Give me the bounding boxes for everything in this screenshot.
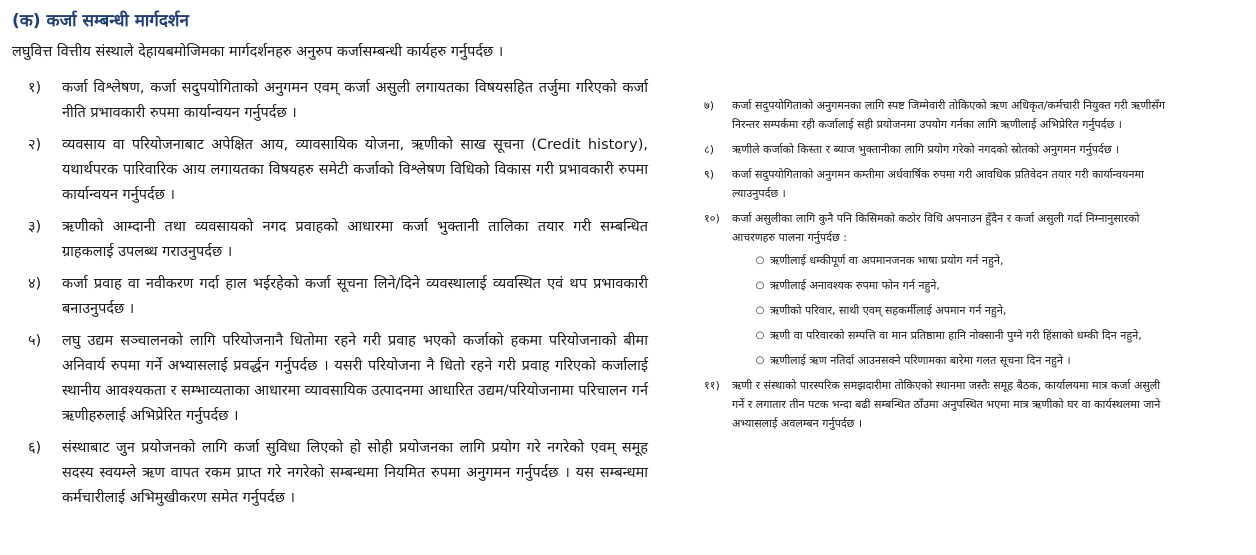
- item-number: ११): [704, 379, 720, 392]
- sub-item-text: ऋणीलाई धम्कीपूर्ण वा अपमानजनक भाषा प्रयोग गर्न नहुने,: [770, 254, 1004, 267]
- guideline-item-4: [28, 272, 648, 322]
- item-text: संस्थाबाट जुन प्रयोजनको लागि कर्जा सुविधा लिएको हो सोही प्रयोजनका लागि प्रयोग गरे नगरेको एवम् समूह सदस्य स्वयम्ले ऋण वापत रकम प्राप्त गरे नगरेको सम्बन्धमा नियमित रुपमा अनुगमन गर्नुपर्दछ । यस सम्बन्धमा कर्मचारीलाई अभिमुखीकरण समेत गर्नुपर्दछ ।: [62, 440, 648, 506]
- guideline-item-11: [704, 376, 1174, 433]
- item-text: कर्जा प्रवाह वा नवीकरण गर्दा हाल भईरहेको कर्जा सूचना लिने/दिने व्यवस्थालाई व्यवस्थित एवं थप प्रभावकारी बनाउनुपर्दछ ।: [62, 276, 648, 317]
- item-text: लघु उद्यम सञ्चालनको लागि परियोजनानै धितोमा रहने गरी प्रवाह भएको कर्जाको हकमा परियोजनाको बीमा अनिवार्य रुपमा गर्ने अभ्यासलाई प्रवर्द्धन गर्नुपर्दछ । यसरी परियोजना नै धितो रहने गरी प्रवाह गरिएको कर्जालाई स्थानीय आवश्यकता र सम्भाव्यताका आधारमा व्यावसायिक उत्पादनमा आधारित उद्यम/परियोजनामा परिचालन गर्न ऋणीहरुलाई अभिप्रेरित गर्नुपर्दछ ।: [62, 333, 648, 424]
- guideline-item-2: [28, 133, 648, 208]
- sub-item: [750, 276, 1174, 295]
- circle-bullet-icon: ○: [755, 280, 765, 291]
- item-text: कर्जा सदुपयोगिताको अनुगमन कम्तीमा अर्धवार्षिक रुपमा गरी आवधिक प्रतिवेदन तयार गरी कार्यान्वयनमा ल्याउनुपर्दछ ।: [732, 168, 1144, 200]
- conduct-sublist: [750, 251, 1174, 370]
- sub-item: [750, 251, 1174, 270]
- item-number: २): [28, 137, 42, 153]
- circle-bullet-icon: ○: [755, 255, 765, 266]
- guideline-item-7: [704, 96, 1174, 134]
- item-number: ५): [28, 333, 42, 349]
- guideline-item-8: [704, 140, 1174, 159]
- guideline-item-5: [28, 329, 648, 429]
- sub-item: [750, 351, 1174, 370]
- section-heading: (क) कर्जा सम्बन्धी मार्गदर्शन: [12, 11, 189, 31]
- item-text: कर्जा असुलीका लागि कुनै पनि किसिमको कठोर विधि अपनाउन हुँदैन र कर्जा असुली गर्दा निम्नानुसारको आचरणहरु पालना गर्नुपर्दछ :: [732, 212, 1140, 244]
- guideline-item-10: [704, 209, 1174, 370]
- guideline-item-1: [28, 76, 648, 126]
- item-number: ७): [704, 99, 715, 112]
- item-text: व्यवसाय वा परियोजनाबाट अपेक्षित आय, व्यावसायिक योजना, ऋणीको साख सूचना (Credit history), यथार्थपरक पारिवारिक आय लगायतका विषयहरु समेटी कर्जाको विश्लेषण विधिको विकास गरी प्रभावकारी रुपमा कार्यान्वयन गर्नुपर्दछ ।: [62, 137, 648, 203]
- sub-item-text: ऋणीलाई अनावश्यक रुपमा फोन गर्न नहुने,: [770, 279, 940, 292]
- right-guideline-list: [704, 96, 1174, 433]
- item-number: १०): [704, 212, 720, 225]
- sub-item: [750, 301, 1174, 320]
- circle-bullet-icon: ○: [755, 330, 765, 341]
- item-text: ऋणीको आम्दानी तथा व्यवसायको नगद प्रवाहको आधारमा कर्जा भुक्तानी तालिका तयार गरी सम्बन्धित ग्राहकलाई उपलब्ध गराउनुपर्दछ ।: [62, 219, 648, 260]
- left-guideline-list: [28, 76, 648, 511]
- sub-item-text: ऋणी वा परिवारको सम्पत्ति वा मान प्रतिष्ठामा हानि नोक्सानी पुग्ने गरी हिंसाको धम्की दिन नहुने,: [770, 329, 1142, 342]
- item-number: १): [28, 80, 42, 96]
- guideline-item-6: [28, 436, 648, 511]
- intro-paragraph: लघुवित्त वित्तीय संस्थाले देहायबमोजिमका मार्गदर्शनहरु अनुरुप कर्जासम्बन्धी कार्यहरु गर्नुपर्दछ ।: [12, 44, 504, 60]
- item-text: ऋणीले कर्जाको किस्ता र ब्याज भुक्तानीका लागि प्रयोग गरेको नगदको स्रोतको अनुगमन गर्नुपर्दछ ।: [732, 143, 1120, 156]
- guideline-item-9: [704, 165, 1174, 203]
- sub-item: [750, 326, 1174, 345]
- item-text: कर्जा सदुपयोगिताको अनुगमनका लागि स्पष्ट जिम्मेवारी तोकिएको ऋण अधिकृत/कर्मचारी नियुक्त गरी ऋणीसँग निरन्तर सम्पर्कमा रही कर्जालाई सही प्रयोजनमा उपयोग गर्नका लागि ऋणीलाई अभिप्रेरित गर्नुपर्दछ ।: [732, 99, 1165, 131]
- item-number: ९): [704, 168, 715, 181]
- item-text: ऋणी र संस्थाको पारस्परिक समझदारीमा तोकिएको स्थानमा जस्तैः समूह बैठक, कार्यालयमा मात्र कर्जा असुली गर्ने र लगातार तीन पटक भन्दा बढी सम्बन्धित ठाँउमा अनुपस्थित भएमा मात्र ऋणीको घर वा कार्यस्थलमा जाने अभ्यासलाई अवलम्बन गर्नुपर्दछ ।: [732, 379, 1161, 430]
- item-number: ३): [28, 219, 42, 235]
- sub-item-text: ऋणीलाई ऋण नतिर्दा आउनसक्ने परिणामका बारेमा गलत सूचना दिन नहुने ।: [770, 354, 1071, 367]
- item-number: ६): [28, 440, 42, 456]
- guideline-item-3: [28, 215, 648, 265]
- circle-bullet-icon: ○: [755, 305, 765, 316]
- item-body: [732, 209, 1174, 370]
- item-text: कर्जा विश्लेषण, कर्जा सदुपयोगिताको अनुगमन एवम् कर्जा असुली लगायतका विषयसहित तर्जुमा गरिएको कर्जा नीति प्रभावकारी रुपमा कार्यान्वयन गर्नुपर्दछ ।: [62, 80, 648, 121]
- item-number: ८): [704, 143, 715, 156]
- sub-item-text: ऋणीको परिवार, साथी एवम् सहकर्मीलाई अपमान गर्न नहुने,: [770, 304, 1007, 317]
- item-number: ४): [28, 276, 42, 292]
- circle-bullet-icon: ○: [755, 355, 765, 366]
